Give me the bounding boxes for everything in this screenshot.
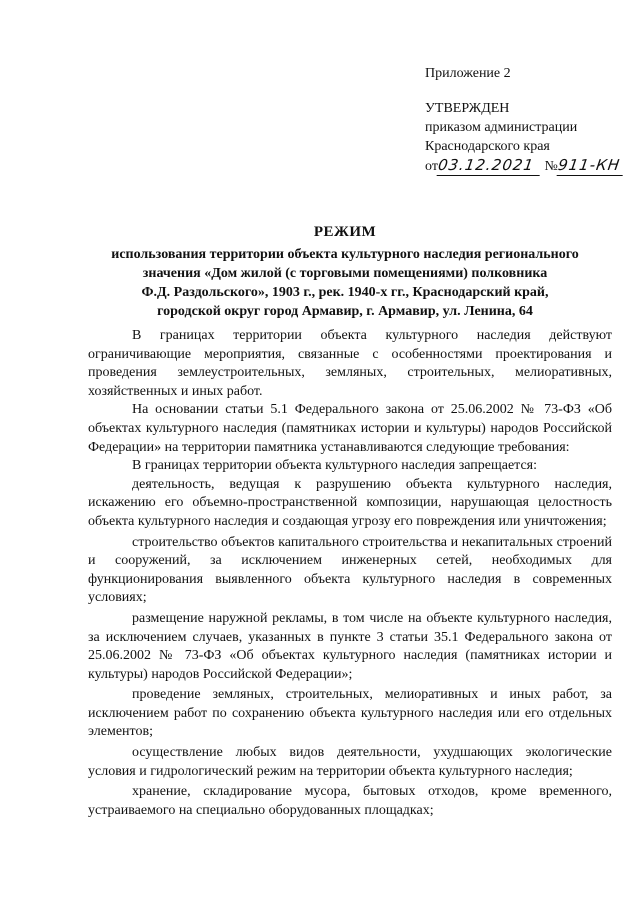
approved-label: УТВЕРЖДЕН [425,101,510,116]
title-line: значения «Дом жилой (с торговыми помещениями) полковника [142,266,548,281]
title-line: использования территории объекта культурного наследия регионального [111,247,579,262]
approval-block [425,64,630,176]
paragraph: На основании статьи 5.1 Федерального закона от 25.06.2002 № 73-ФЗ «Об объектах культурного наследия (памятниках истории и культуры) народов Российской Федерации» на территории памятника устанавливаются следующие требования: [88,402,612,455]
paragraph: строительство объектов капитального строительства и некапитальных строений и сооружений, за исключением инженерных сетей, необходимых для функционирования выявленного объекта культурного наследия в современных условиях; [88,534,612,606]
handwritten-date: 03.12.2021 [437,156,543,176]
title-line: городской округ город Армавир, г. Армавир, ул. Ленина, 64 [157,304,533,319]
approval-line-2: Краснодарского края [425,139,550,154]
paragraph: деятельность, ведущая к разрушению объекта культурного наследия, искажению его объемно-пространственной композиции, нарушающая целостность объекта культурного наследия и создающая угрозу его повреждения или уничтожения; [88,476,612,529]
number-prefix: № [544,159,558,174]
paragraph: размещение наружной рекламы, в том числе на объекте культурного наследия, за исключением случаев, указанных в пункте 3 статьи 35.1 Федерального закона от 25.06.2002 № 73-ФЗ «Об объектах культурного наследия (памятниках истории и культуры) народов Российской Федерации»; [88,610,612,682]
paragraph: осуществление любых видов деятельности, ухудшающих экологические условия и гидрологический режим на территории объекта культурного наследия; [88,745,612,779]
title-line: Ф.Д. Раздольского», 1903 г., рек. 1940-х гг., Краснодарский край, [141,285,549,300]
paragraph: В границах территории объекта культурного наследия действуют ограничивающие мероприятия, связанные с особенностями проектирования и проведения землеустроительных, земляных, строительных, мелиоративных, хозяйственных и иных работ. [88,328,612,399]
document-title [80,223,610,321]
handwritten-number: 911-КН [556,156,625,176]
approval-date-line [425,156,630,176]
appendix-label: Приложение 2 [425,66,511,81]
paragraph: проведение земляных, строительных, мелиоративных и иных работ, за исключением работ по сохранению объекта культурного наследия или его отдельных элементов; [88,687,612,740]
approval-line-1: приказом администрации [425,120,578,135]
paragraph: хранение, складирование мусора, бытовых отходов, кроме временного, устраиваемого на специально оборудованных площадках; [88,784,612,818]
paragraph: В границах территории объекта культурного наследия запрещается: [132,458,538,474]
title-heading: РЕЖИМ [313,224,377,240]
document-body [88,327,612,820]
date-prefix: от [425,159,438,174]
